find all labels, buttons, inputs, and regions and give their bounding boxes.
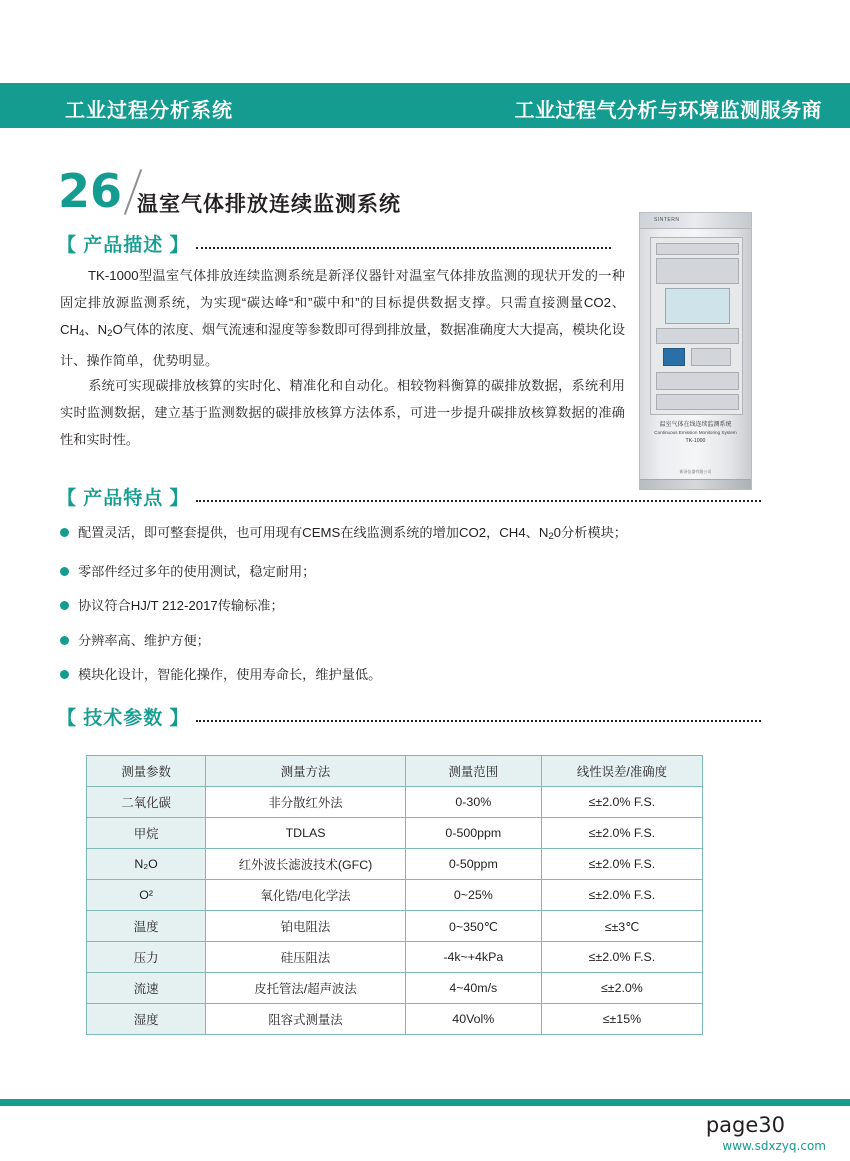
product-module-slot [656, 394, 739, 410]
feature-text: 协议符合HJ/T 212-2017传输标准； [78, 598, 284, 613]
description-p1-part-c: O气体的浓度、烟气流速和湿度等参数即可得到排放量，数据准确度大大提高，模块化设计、操作简单，优势明显。 [60, 322, 625, 368]
features-heading-label: 【 产品特点 】 [57, 487, 190, 509]
spec-table-wrapper [86, 755, 703, 1035]
product-module-slot [656, 372, 739, 390]
table-cell-range: 40Vol% [405, 1004, 541, 1035]
table-row [87, 911, 703, 942]
product-brand-label: SINTERN [654, 217, 680, 223]
header-right-title: 工业过程气分析与环境监测服务商 [514, 100, 822, 122]
table-cell-range: 4~40m/s [405, 973, 541, 1004]
bullet-dot-icon [60, 636, 69, 645]
list-item [60, 666, 760, 684]
list-item [60, 632, 760, 650]
features-list [60, 524, 760, 701]
table-cell-parameter: 湿度 [87, 1004, 206, 1035]
specs-heading-label: 【 技术参数 】 [57, 707, 190, 729]
table-cell-range: -4k~+4kPa [405, 942, 541, 973]
page-footer-band [0, 1099, 850, 1106]
table-header-row [87, 756, 703, 787]
table-cell-accuracy: ≤±2.0% F.S. [541, 849, 702, 880]
product-module-slot [656, 328, 739, 344]
specs-heading [57, 703, 190, 729]
table-header-cell: 线性误差/准确度 [541, 756, 702, 787]
table-header-cell: 测量范围 [405, 756, 541, 787]
bullet-dot-icon [60, 567, 69, 576]
table-cell-range: 0-30% [405, 787, 541, 818]
feature-text-a: 配置灵活，即可整套提供，也可用现有CEMS在线监测系统的增加CO2，CH4、N [78, 525, 549, 540]
table-cell-method: 非分散红外法 [206, 787, 406, 818]
product-display-screen [665, 288, 730, 324]
product-photo [639, 212, 752, 490]
table-cell-parameter: 温度 [87, 911, 206, 942]
page-header [0, 83, 850, 128]
table-cell-range: 0~25% [405, 880, 541, 911]
description-p1-part-a: TK-1000型温室气体排放连续监测系统是新泽仪器针对温室气体排放监测的现状开发的一种固定排放源监测系统，为实现“碳达峰“和”碳中和”的目标提供数据支撑。只需直接测量CO2、CH [60, 268, 625, 337]
product-module-slot [656, 258, 739, 284]
feature-text-sub: 2 [548, 531, 554, 542]
table-cell-accuracy: ≤±2.0% F.S. [541, 818, 702, 849]
table-cell-range: 0~350℃ [405, 911, 541, 942]
list-item [60, 597, 760, 615]
product-model-label: TK-1000 [685, 438, 706, 444]
table-cell-accuracy: ≤±2.0% F.S. [541, 880, 702, 911]
page-title: 温室气体排放连续监测系统 [137, 193, 401, 216]
table-cell-method: 硅压阻法 [206, 942, 406, 973]
table-cell-accuracy: ≤±3℃ [541, 911, 702, 942]
table-cell-parameter: 流速 [87, 973, 206, 1004]
table-row [87, 787, 703, 818]
table-cell-accuracy: ≤±2.0% F.S. [541, 942, 702, 973]
table-cell-accuracy: ≤±2.0% [541, 973, 702, 1004]
table-cell-method: 氧化锆/电化学法 [206, 880, 406, 911]
table-cell-parameter: O² [87, 880, 206, 911]
table-cell-method: TDLAS [206, 818, 406, 849]
description-p2-text: 系统可实现碳排放核算的实时化、精准化和自动化。相较物料衡算的碳排放数据，系统利用实时监测数据，建立基于监测数据的碳排放核算方法体系，可进一步提升碳排放核算数据的准确性和实时性。 [60, 378, 625, 447]
description-paragraph-1 [60, 262, 625, 374]
feature-text: 模块化设计，智能化操作，使用寿命长，维护量低。 [78, 667, 382, 682]
table-cell-method: 皮托管法/超声波法 [206, 973, 406, 1004]
features-heading [57, 483, 190, 509]
bullet-dot-icon [60, 528, 69, 537]
list-item [60, 563, 760, 581]
feature-text: 零部件经过多年的使用测试，稳定耐用； [78, 563, 316, 579]
product-cabinet-base [640, 479, 751, 489]
description-p1-sub-1: 4 [79, 328, 85, 339]
description-p1-sub-2: 2 [107, 328, 113, 339]
product-module-slot [656, 243, 739, 255]
table-cell-accuracy: ≤±2.0% F.S. [541, 787, 702, 818]
product-caption [640, 421, 751, 445]
product-caption-en: Continuous Emission Monitoring System [654, 430, 737, 435]
list-item [60, 524, 760, 546]
product-caption-cn: 温室气体在线连续监测系统 [659, 422, 732, 428]
table-cell-range: 0-500ppm [405, 818, 541, 849]
table-row [87, 849, 703, 880]
description-heading-dots [196, 245, 611, 249]
specs-heading-dots [196, 718, 761, 722]
product-cabinet-panel [650, 237, 743, 415]
feature-text: 分辨率高、维护方便； [78, 632, 210, 648]
table-cell-method: 铂电阻法 [206, 911, 406, 942]
table-cell-accuracy: ≤±15% [541, 1004, 702, 1035]
table-cell-parameter: 压力 [87, 942, 206, 973]
description-heading [57, 230, 190, 256]
table-row [87, 880, 703, 911]
table-row [87, 1004, 703, 1035]
table-cell-parameter: 二氧化碳 [87, 787, 206, 818]
table-cell-method: 阻容式测量法 [206, 1004, 406, 1035]
feature-text-b: 0分析模块； [553, 525, 627, 540]
description-heading-label: 【 产品描述 】 [57, 234, 190, 256]
feature-text [78, 524, 627, 546]
table-row [87, 973, 703, 1004]
table-cell-method: 红外波长滤波技术(GFC) [206, 849, 406, 880]
product-bottom-note: 新泽仪器有限公司 [679, 469, 712, 474]
table-cell-parameter: N₂O [87, 849, 206, 880]
features-heading-dots [196, 498, 761, 502]
website-url: www.sdxzyq.com [722, 1139, 826, 1153]
bullet-dot-icon [60, 670, 69, 679]
product-controller-screen [663, 348, 685, 366]
table-cell-range: 0-50ppm [405, 849, 541, 880]
header-left-title: 工业过程分析系统 [65, 100, 233, 122]
product-module-slot [691, 348, 731, 366]
section-number: 26 [58, 164, 123, 218]
spec-table [86, 755, 703, 1035]
table-row [87, 818, 703, 849]
product-cabinet-top [640, 213, 751, 229]
bullet-dot-icon [60, 601, 69, 610]
description-paragraph-2 [60, 372, 625, 453]
table-header-cell: 测量方法 [206, 756, 406, 787]
page-number: page30 [705, 1113, 785, 1137]
table-cell-parameter: 甲烷 [87, 818, 206, 849]
page-header-band [0, 83, 850, 128]
table-row [87, 942, 703, 973]
table-header-cell: 测量参数 [87, 756, 206, 787]
description-p1-part-b: 、N [84, 322, 108, 337]
